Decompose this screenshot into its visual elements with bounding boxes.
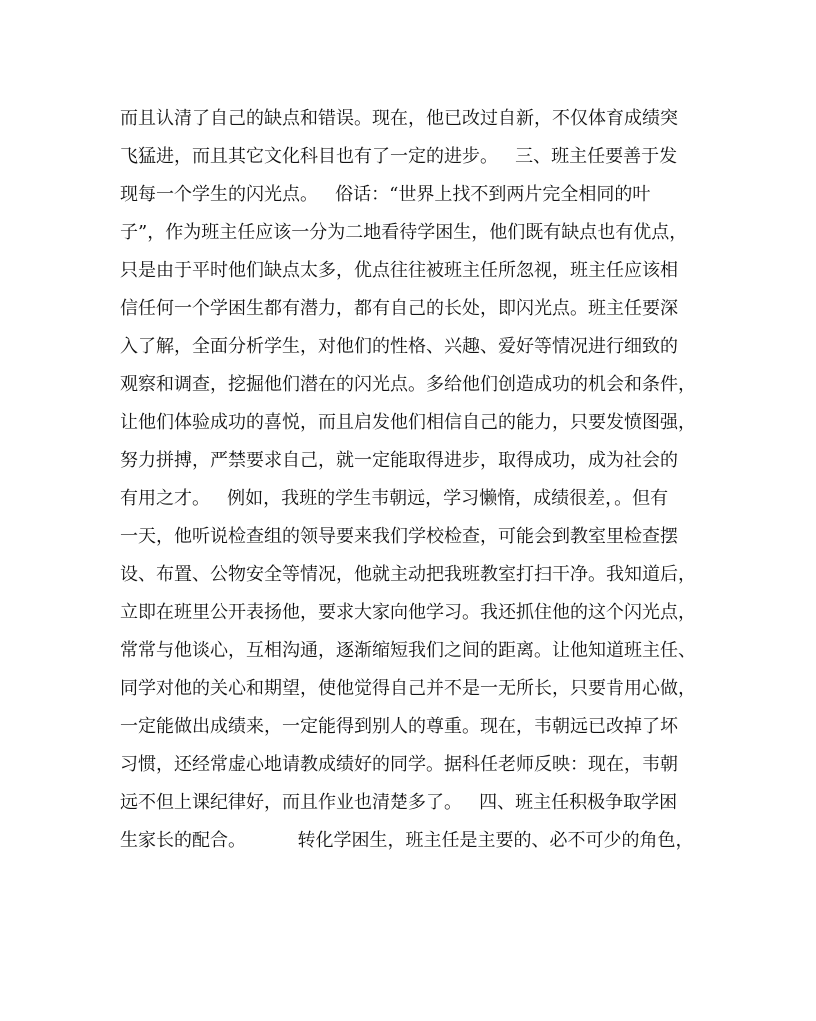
text-line: 只是由于平时他们缺点太多，优点往往被班主任所忽视，班主任应该相 bbox=[120, 260, 678, 281]
text-line: 一定能做出成绩来，一定能得到别人的尊重。现在，韦朝远已改掉了坏 bbox=[120, 716, 678, 737]
text-line: 同学对他的关心和期望，使他觉得自己并不是一无所长，只要肯用心做， bbox=[120, 678, 696, 699]
text-line: 飞猛进，而且其它文化科目也有了一定的进步。 三、班主任要善于发 bbox=[120, 146, 678, 167]
text-line: 观察和调查，挖掘他们潜在的闪光点。多给他们创造成功的机会和条件， bbox=[120, 374, 696, 395]
text-line: 习惯，还经常虚心地请教成绩好的同学。据科任老师反映：现在，韦朝 bbox=[120, 754, 678, 775]
text-line: 设、布置、公物安全等情况，他就主动把我班教室打扫干净。我知道后， bbox=[120, 564, 696, 585]
text-line: 信任何一个学困生都有潜力，都有自己的长处，即闪光点。班主任要深 bbox=[120, 298, 678, 319]
text-line: 让他们体验成功的喜悦，而且启发他们相信自己的能力，只要发愤图强， bbox=[120, 412, 696, 433]
text-line: 有用之才。 例如，我班的学生韦朝远，学习懒惰，成绩很差，。但有 bbox=[120, 488, 669, 509]
text-line: 远不但上课纪律好，而且作业也清楚多了。 四、班主任积极争取学困 bbox=[120, 792, 678, 813]
text-line: 入了解，全面分析学生，对他们的性格、兴趣、爱好等情况进行细致的 bbox=[120, 336, 678, 357]
text-line: 立即在班里公开表扬他，要求大家向他学习。我还抓住他的这个闪光点， bbox=[120, 602, 696, 623]
text-line: 现每一个学生的闪光点。 俗话：“世界上找不到两片完全相同的叶 bbox=[120, 184, 651, 205]
text-line: 一天，他听说检查组的领导要来我们学校检查，可能会到教室里检查摆 bbox=[120, 526, 678, 547]
text-line: 子”，作为班主任应该一分为二地看待学困生，他们既有缺点也有优点， bbox=[120, 222, 688, 243]
text-line: 而且认清了自己的缺点和错误。现在，他已改过自新，不仅体育成绩突 bbox=[120, 108, 678, 129]
text-line: 常常与他谈心，互相沟通，逐渐缩短我们之间的距离。让他知道班主任、 bbox=[120, 640, 696, 661]
text-line: 努力拼搏，严禁要求自己，就一定能取得进步，取得成功，成为社会的 bbox=[120, 450, 678, 471]
text-line: 生家长的配合。 转化学困生，班主任是主要的、必不可少的角色， bbox=[120, 830, 694, 851]
